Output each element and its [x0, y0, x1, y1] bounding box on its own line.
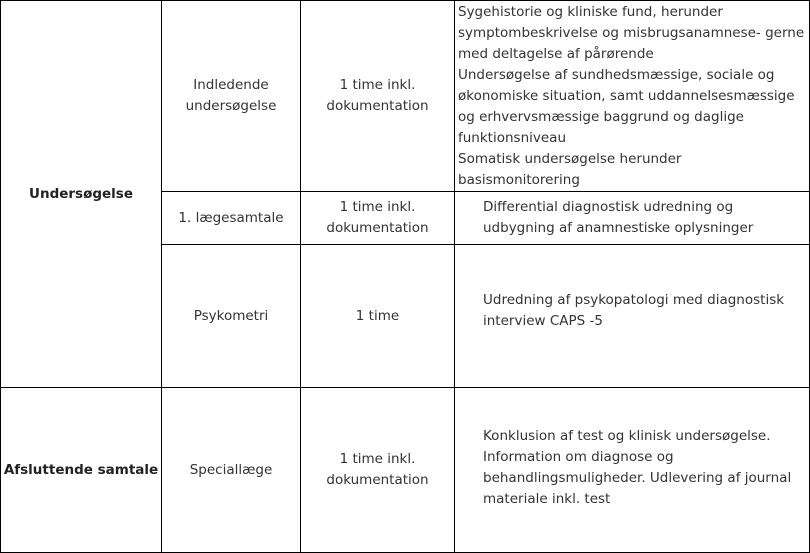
- description-cell: [455, 245, 810, 388]
- duration-label: 1 time inkl. dokumentation: [326, 199, 429, 236]
- duration-label: 1 time inkl. dokumentation: [326, 451, 429, 488]
- section-label: Afsluttende samtale: [3, 461, 159, 478]
- duration-cell: [301, 388, 455, 553]
- item-cell: [162, 1, 301, 192]
- duration-label: 1 time: [355, 307, 400, 324]
- item-label: Indledende undersøgelse: [185, 77, 277, 114]
- description-text: Udredning af psykopatologi med diagnostisk interview CAPS -5: [483, 292, 785, 329]
- section-label: Undersøgelse: [29, 185, 133, 202]
- duration-cell: [301, 1, 455, 192]
- description-cell: [455, 192, 810, 245]
- table-row: [1, 388, 810, 553]
- duration-cell: [301, 245, 455, 388]
- section-afsluttende-samtale: [1, 388, 162, 553]
- description-text: Differential diagnostisk udredning og udbygning af anamnestiske oplysninger: [483, 199, 754, 236]
- description-text: Konklusion af test og klinisk undersøgelse. Information om diagnose og behandlingsmuligheder. Udlevering af journal materiale inkl. test: [483, 428, 792, 507]
- description-line: Sygehistorie og kliniske fund, herunder symptombeskrivelse og misbrugsanamnese- gerne med deltagelse af pårørende: [458, 3, 805, 62]
- item-cell: [162, 388, 301, 553]
- table-row: [1, 1, 810, 192]
- description-cell: [455, 1, 810, 192]
- duration-cell: [301, 192, 455, 245]
- item-cell: [162, 245, 301, 388]
- duration-label: 1 time inkl. dokumentation: [326, 77, 429, 114]
- description-line: Undersøgelse af sundhedsmæssige, sociale og økonomiske situation, samt uddannelsesmæssige og erhvervsmæssige baggrund og daglige funktionsniveau: [458, 66, 795, 146]
- item-label: Speciallæge: [189, 461, 273, 478]
- description-cell: [455, 388, 810, 553]
- item-cell: [162, 192, 301, 245]
- item-label: 1. lægesamtale: [178, 209, 284, 226]
- description-line: Somatisk undersøgelse herunder basismonitorering: [458, 150, 682, 188]
- item-label: Psykometri: [193, 307, 269, 324]
- section-undersoegelse: [1, 1, 162, 388]
